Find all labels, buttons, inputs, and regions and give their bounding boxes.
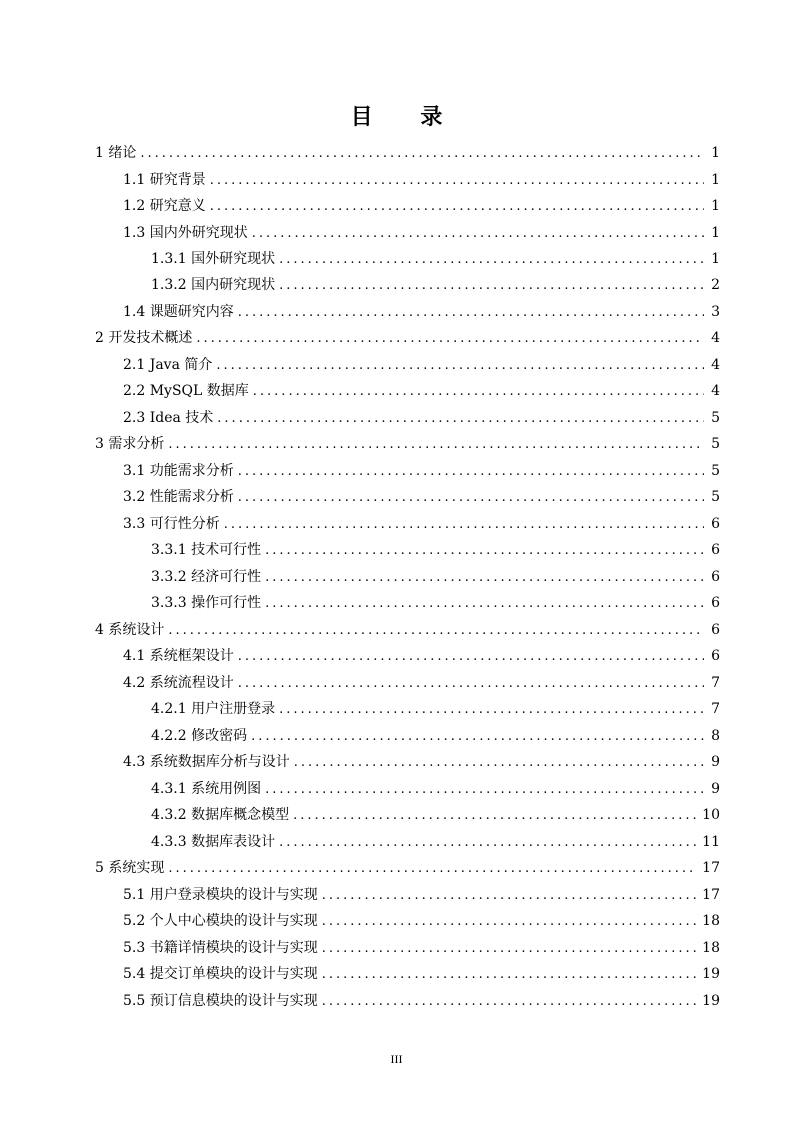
toc-entry[interactable] [95, 617, 720, 643]
toc-entry-label: 4 系统设计 [95, 622, 165, 638]
toc-entry-label: 1.3 国内外研究现状 [123, 225, 248, 241]
toc-entry-page: 5 [711, 463, 720, 479]
toc-leader-dots [294, 750, 704, 776]
toc-entry-page: 9 [711, 781, 720, 797]
toc-leader-dots [279, 273, 704, 299]
toc-entry-label: 4.3.2 数据库概念模型 [151, 807, 290, 823]
toc-entry[interactable] [123, 167, 720, 193]
toc-entry[interactable] [151, 802, 720, 828]
toc-entry[interactable] [123, 299, 720, 325]
toc-entry-page: 4 [711, 357, 720, 373]
toc-entry[interactable] [123, 935, 720, 961]
toc-entry-page: 6 [711, 622, 720, 638]
toc-entry-page: 2 [711, 277, 720, 293]
toc-entry[interactable] [151, 537, 720, 563]
toc-entry-label: 3.2 性能需求分析 [123, 489, 234, 505]
toc-leader-dots [210, 194, 704, 220]
toc-leader-dots [168, 432, 704, 458]
toc-entry-label: 1 绪论 [95, 145, 137, 161]
toc-entry-label: 1.1 研究背景 [123, 172, 206, 188]
toc-leader-dots [238, 671, 704, 697]
toc-entry-page: 1 [711, 172, 720, 188]
toc-leader-dots [322, 883, 696, 909]
toc-entry[interactable] [95, 431, 720, 457]
toc-leader-dots [238, 485, 704, 511]
toc-leader-dots [279, 697, 704, 723]
toc-entry-page: 6 [711, 516, 720, 532]
toc-entry-label: 4.3 系统数据库分析与设计 [123, 754, 290, 770]
toc-entry[interactable] [123, 908, 720, 934]
toc-entry-page: 4 [711, 383, 720, 399]
toc-leader-dots [251, 724, 704, 750]
toc-entry-label: 4.3.1 系统用例图 [151, 781, 262, 797]
toc-entry-page: 7 [711, 701, 720, 717]
toc-leader-dots [210, 168, 704, 194]
page-number-footer: III [390, 1052, 403, 1066]
toc-leader-dots [168, 856, 696, 882]
toc-entry[interactable] [123, 511, 720, 537]
toc-entry-label: 5.5 预订信息模块的设计与实现 [123, 993, 318, 1009]
toc-leader-dots [265, 538, 704, 564]
toc-entry[interactable] [123, 961, 720, 987]
toc-entry-label: 2.1 Java 简介 [123, 357, 213, 373]
toc-leader-dots [140, 141, 704, 167]
toc-entry-page: 5 [711, 410, 720, 426]
toc-entry[interactable] [151, 696, 720, 722]
toc-entry[interactable] [151, 776, 720, 802]
toc-leader-dots [322, 962, 696, 988]
toc-entry-page: 4 [711, 330, 720, 346]
toc-entry[interactable] [123, 749, 720, 775]
toc-entry-label: 5.2 个人中心模块的设计与实现 [123, 913, 318, 929]
toc-entry-label: 5.4 提交订单模块的设计与实现 [123, 966, 318, 982]
toc-leader-dots [279, 247, 704, 273]
toc-entry[interactable] [151, 723, 720, 749]
toc-entry-page: 1 [711, 225, 720, 241]
toc-entry-label: 4.3.3 数据库表设计 [151, 834, 276, 850]
toc-entry-page: 18 [702, 940, 720, 956]
toc-entry-page: 6 [711, 569, 720, 585]
toc-entry[interactable] [95, 855, 720, 881]
toc-leader-dots [252, 221, 704, 247]
toc-leader-dots [217, 406, 704, 432]
toc-entry-page: 11 [702, 834, 720, 850]
toc-entry-label: 2.2 MySQL 数据库 [123, 383, 249, 399]
toc-entry-label: 3 需求分析 [95, 436, 165, 452]
toc-entry-label: 3.3.1 技术可行性 [151, 542, 262, 558]
toc-entry-page: 9 [711, 754, 720, 770]
toc-leader-dots [238, 300, 704, 326]
toc-leader-dots [322, 936, 696, 962]
toc-leader-dots [293, 803, 696, 829]
toc-entry-label: 3.3 可行性分析 [123, 516, 220, 532]
toc-leader-dots [216, 353, 704, 379]
toc-entry-page: 5 [711, 436, 720, 452]
toc-entry-label: 1.4 课题研究内容 [123, 304, 234, 320]
toc-entry[interactable] [123, 882, 720, 908]
toc-entry-page: 3 [711, 304, 720, 320]
toc-entry[interactable] [151, 590, 720, 616]
toc-leader-dots [265, 591, 704, 617]
toc-entry[interactable] [123, 378, 720, 404]
toc-leader-dots [265, 565, 704, 591]
toc-entry-label: 4.2.2 修改密码 [151, 728, 248, 744]
toc-title: 目 录 [350, 104, 463, 130]
toc-entry-page: 5 [711, 489, 720, 505]
toc-entry[interactable] [123, 643, 720, 669]
toc-leader-dots [196, 326, 704, 352]
toc-entry-label: 4.2 系统流程设计 [123, 675, 234, 691]
toc-leader-dots [322, 989, 696, 1015]
toc-leader-dots [322, 909, 696, 935]
toc-leader-dots [279, 830, 696, 856]
toc-leader-dots [168, 618, 704, 644]
toc-entry[interactable] [123, 352, 720, 378]
toc-entry-label: 1.2 研究意义 [123, 198, 206, 214]
toc-entry-page: 19 [702, 993, 720, 1009]
toc-entry[interactable] [151, 246, 720, 272]
toc-leader-dots [253, 379, 704, 405]
toc-entry-page: 17 [702, 887, 720, 903]
toc-entry-label: 5 系统实现 [95, 860, 165, 876]
toc-entry-label: 1.3.1 国外研究现状 [151, 251, 276, 267]
toc-entry[interactable] [95, 325, 720, 351]
toc-entry-page: 19 [702, 966, 720, 982]
toc-entry[interactable] [123, 405, 720, 431]
toc-entry-label: 3.3.2 经济可行性 [151, 569, 262, 585]
toc-entry-page: 1 [711, 251, 720, 267]
toc-entry-label: 2 开发技术概述 [95, 330, 193, 346]
toc-entry-label: 5.1 用户登录模块的设计与实现 [123, 887, 318, 903]
toc-entry-page: 1 [711, 145, 720, 161]
toc-entry-label: 3.1 功能需求分析 [123, 463, 234, 479]
toc-entry-label: 5.3 书籍详情模块的设计与实现 [123, 940, 318, 956]
toc-entry[interactable] [151, 272, 720, 298]
toc-entry-page: 1 [711, 198, 720, 214]
toc-entry-page: 6 [711, 595, 720, 611]
toc-entry[interactable] [95, 140, 720, 166]
toc-entry[interactable] [123, 220, 720, 246]
toc-entry-page: 6 [711, 542, 720, 558]
toc-entry-page: 8 [711, 728, 720, 744]
toc-entry[interactable] [123, 988, 720, 1014]
toc-leader-dots [238, 459, 704, 485]
toc-entry-page: 18 [702, 913, 720, 929]
toc-entry[interactable] [151, 829, 720, 855]
toc-entry-label: 2.3 Idea 技术 [123, 410, 214, 426]
toc-entry-label: 3.3.3 操作可行性 [151, 595, 262, 611]
toc-entry-label: 4.2.1 用户注册登录 [151, 701, 276, 717]
toc-entry[interactable] [123, 193, 720, 219]
toc-entry-label: 4.1 系统框架设计 [123, 648, 234, 664]
toc-leader-dots [238, 644, 704, 670]
toc-entry[interactable] [151, 564, 720, 590]
toc-entry[interactable] [123, 484, 720, 510]
toc-leader-dots [224, 512, 704, 538]
toc-entry-page: 7 [711, 675, 720, 691]
toc-entry-label: 1.3.2 国内研究现状 [151, 277, 276, 293]
toc-entry[interactable] [123, 670, 720, 696]
toc-entry-page: 6 [711, 648, 720, 664]
toc-entry[interactable] [123, 458, 720, 484]
toc-entry-page: 17 [702, 860, 720, 876]
toc-leader-dots [265, 777, 704, 803]
toc-entry-page: 10 [702, 807, 720, 823]
